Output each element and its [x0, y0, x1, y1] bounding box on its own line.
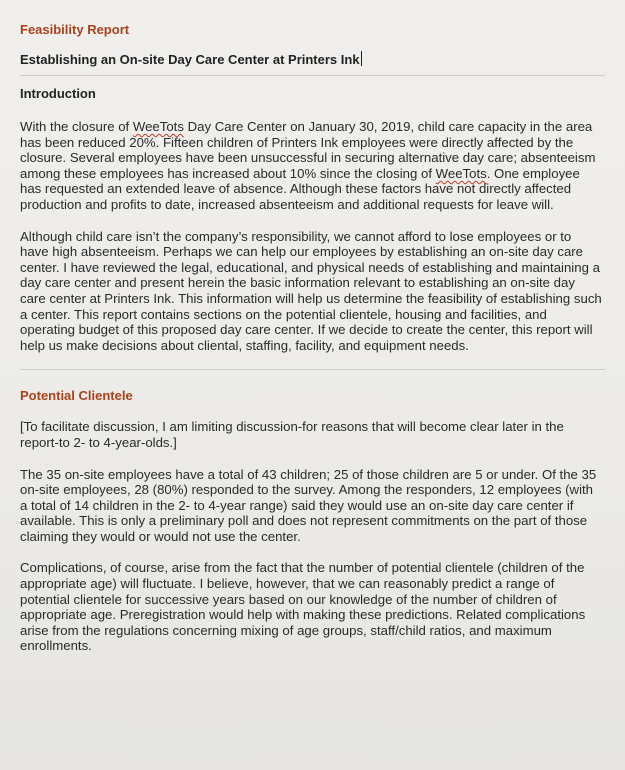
spelling-flag-weetots-2[interactable]: WeeTots — [435, 165, 487, 181]
intro-p1-part-b: Day Care Center on January 30, 2019, child care capacity in the area has been reduced 20%. Fifteen children of Printers Ink employees were directly affected by the closure. Several employees have been unsuccessful in securing alternative day care; absenteeism among these employees has increased about 10% since the closing of — [20, 119, 596, 181]
text-cursor — [361, 51, 362, 66]
introduction-heading: Introduction — [20, 86, 96, 101]
intro-p1-part-a: With the closure of — [20, 119, 133, 134]
potential-clientele-heading: Potential Clientele — [20, 388, 133, 404]
clientele-paragraph-1: [To facilitate discussion, I am limiting discussion-for reasons that will become clear later in the report-to 2- to 4-year-olds.] — [20, 419, 564, 450]
title-divider — [20, 75, 605, 76]
introduction-paragraph-2: Although child care isn’t the company’s responsibility, we cannot afford to lose employees or to have high absenteeism. Perhaps we can help our employees by establishing an on-site day care center. I have reviewed the legal, educational, and physical needs of establishing and maintaining a day care center and present herein the basic information relevant to establishing an on-site day care center at Printers Ink. This information will help us determine the feasibility of establishing such a center. This report contains sections on the potential clientele, housing and facilities, and operating budget of this proposed day care center. If we decide to create the center, this report will help us make decisions about cliental, staffing, facility, and equipment needs. — [20, 228, 602, 353]
clientele-paragraph-3: Complications, of course, arise from the fact that the number of potential clientele (children of the appropriate age) will fluctuate. I believe, however, that we can reasonably predict a range of potential clientele for successive years based on our knowledge of the number of children of appropriate age. Preregistration would help with making these predictions. Related complications arise from the regulations concerning mixing of age groups, staff/child ratios, and maximum enrollments. — [20, 560, 586, 654]
spelling-flag-weetots-1[interactable]: WeeTots — [132, 119, 184, 134]
document-type-label: Feasibility Report — [20, 22, 130, 37]
clientele-paragraph-2: The 35 on-site employees have a total of 43 children; 25 of those children are 5 or under. Of the 35 on-site employees, 28 (80%) responded to the survey. Among the responders, 12 employees (with a total of 14 children in the 2- to 4-year range) said they would use an on-site day care center if available. This is only a preliminary poll and does not represent commitments on the part of those claiming they would or would not use the center. — [20, 466, 597, 544]
introduction-paragraph-1 — [20, 119, 602, 213]
section-divider — [20, 369, 605, 370]
document-title[interactable] — [20, 51, 603, 67]
document-title-text: Establishing an On-site Day Care Center at Printers Ink — [20, 52, 360, 67]
intro-p1-part-c: . One employee has requested an extended leave of absence. Although these factors have not directly affected production and profits to date, increased absenteeism and additional requests for leave will. — [20, 165, 580, 212]
